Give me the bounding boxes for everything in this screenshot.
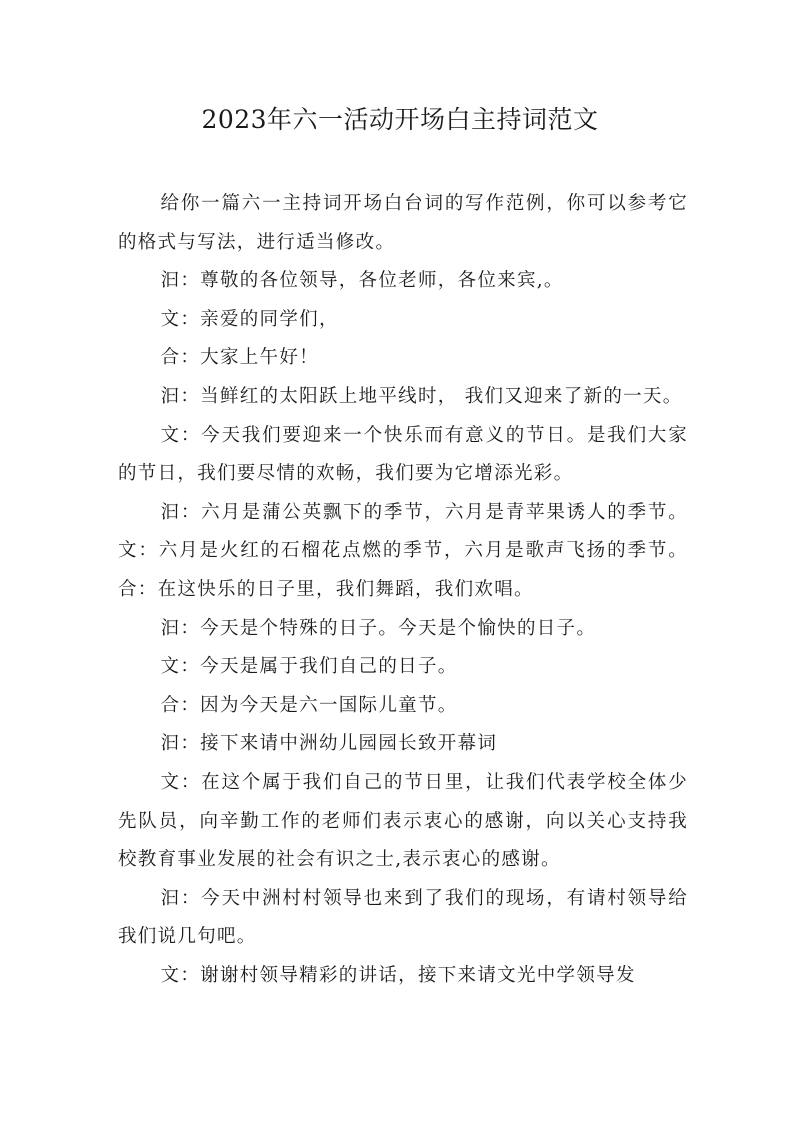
- paragraph: 文：谢谢村领导精彩的讲话，接下来请文光中学领导发: [160, 964, 636, 986]
- paragraph: 文：今天是属于我们自己的日子。: [160, 656, 458, 678]
- paragraph: 合：因为今天是六一国际儿童节。: [160, 694, 458, 716]
- document-body: [118, 185, 688, 995]
- paragraph: 文：今天我们要迎来一个快乐而有意义的节日。是我们大家的节日，我们要尽情的欢畅，我们要为它增添光彩。: [118, 424, 688, 485]
- paragraph: 汩：今天中洲村村领导也来到了我们的现场，有请村领导给我们说几句吧。: [118, 887, 688, 948]
- paragraph: 汩：接下来请中洲幼儿园园长致开幕词: [160, 733, 498, 755]
- paragraph: 合：大家上午好！: [160, 347, 319, 369]
- paragraph: 文：在这个属于我们自己的节日里，让我们代表学校全体少先队员，向辛勤工作的老师们表示衷心的感谢，向以关心支持我校教育事业发展的社会有识之士,表示衷心的感谢。: [118, 771, 688, 871]
- paragraph: 给你一篇六一主持词开场白台词的写作范例，你可以参考它的格式与写法，进行适当修改。: [118, 193, 688, 253]
- paragraph: 汩：六月是蒲公英飘下的季节，六月是青苹果诱人的季节。 文：六月是火红的石榴花点燃的季节，六月是歌声飞扬的季节。 合：在这快乐的日子里，我们舞蹈，我们欢唱。: [118, 501, 688, 600]
- document-title: 2023年六一活动开场白主持词范文: [201, 105, 599, 134]
- paragraph: 汩：今天是个特殊的日子。今天是个愉快的日子。: [160, 617, 597, 639]
- paragraph: 文：亲爱的同学们，: [160, 308, 339, 330]
- paragraph: 汩：当鲜红的太阳跃上地平线时， 我们又迎来了新的一天。: [160, 385, 683, 407]
- paragraph: 汩：尊敬的各位领导，各位老师，各位来宾,。: [160, 270, 564, 292]
